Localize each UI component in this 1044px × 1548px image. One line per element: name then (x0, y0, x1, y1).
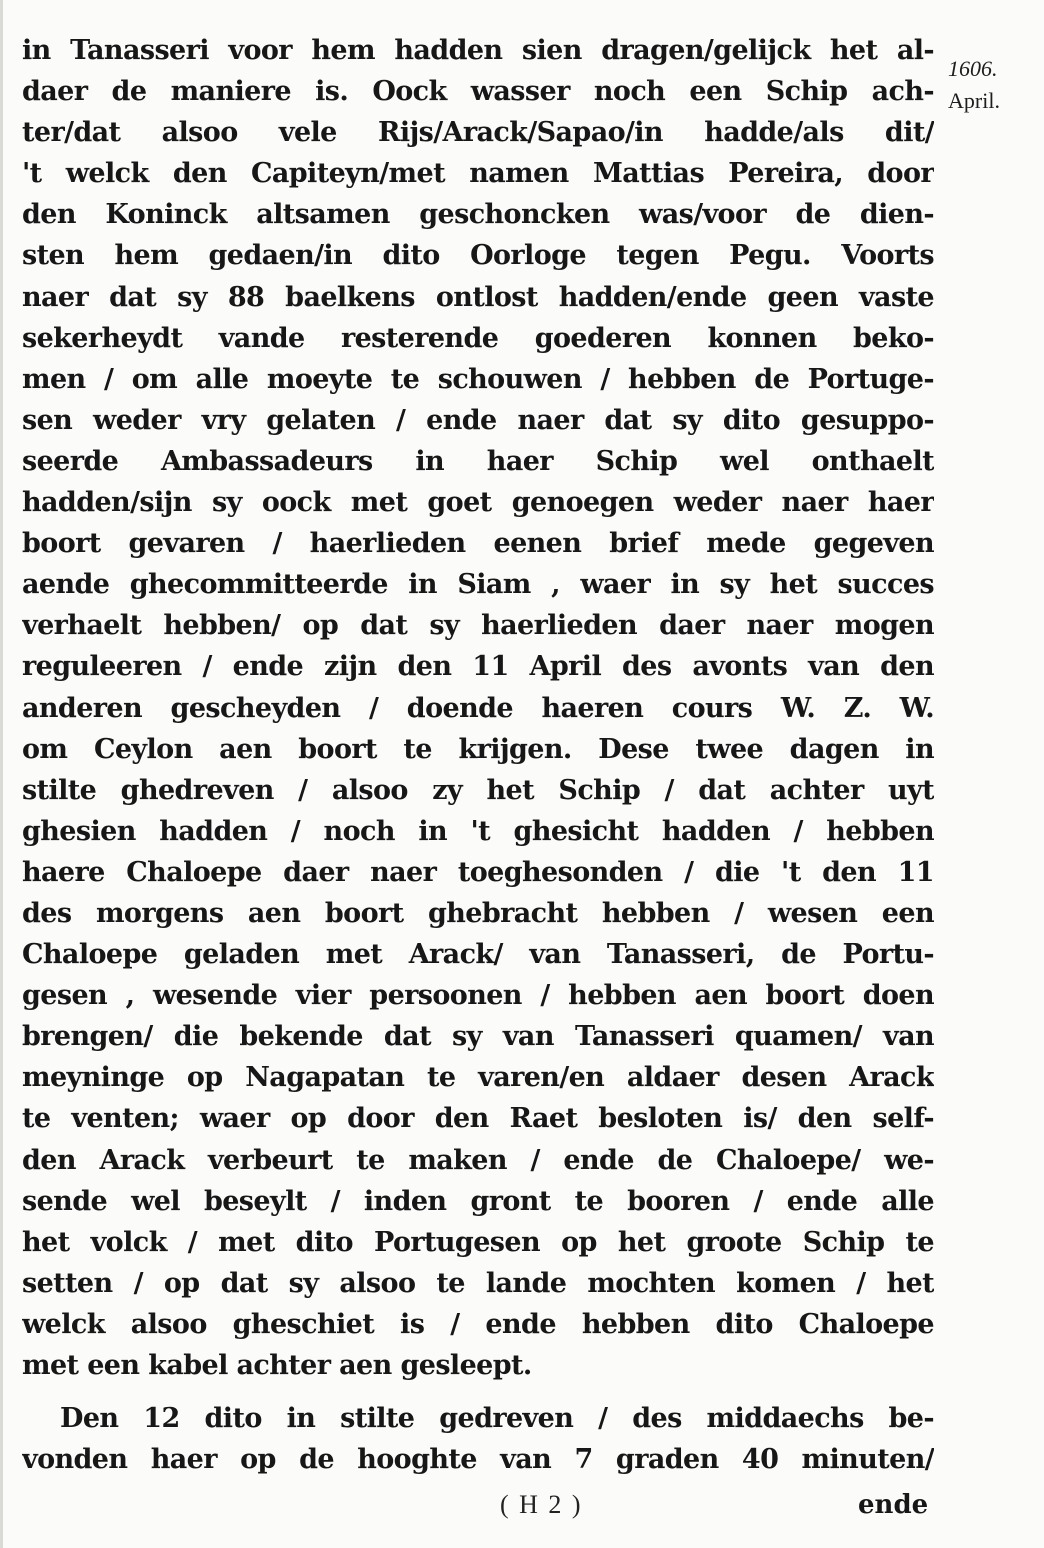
text-line: anderen gescheyden / doende haeren cours W. Z. W. (22, 692, 934, 724)
text-line: men / om alle moeyte te schouwen / hebben de Portuge- (22, 363, 934, 395)
text-line: sende wel beseylt / inden gront te booren / ende alle (22, 1185, 934, 1217)
text-line: sten hem gedaen/in dito Oorloge tegen Pegu. Voorts (22, 240, 934, 272)
text-line: om Ceylon aen boort te krijgen. Dese twee dagen in (22, 733, 934, 765)
text-line: setten / op dat sy alsoo te lande mochten komen / het (22, 1267, 934, 1299)
text-line: den Koninck altsamen geschoncken was/voor de dien- (22, 199, 934, 231)
body-text (22, 30, 934, 1480)
paragraph-gap (22, 1386, 934, 1398)
text-line: sekerheydt vande resterende goederen konnen beko- (22, 322, 934, 354)
text-line: brengen/ die bekende dat sy van Tanasseri quamen/ van (22, 1021, 934, 1053)
text-line: boort gevaren / haerlieden eenen brief mede gegeven (22, 528, 934, 560)
signature-mark: ( H 2 ) (500, 1490, 583, 1519)
text-line: meyninge op Nagapatan te varen/en aldaer desen Arack (22, 1062, 934, 1094)
text-line: seerde Ambassadeurs in haer Schip wel onthaelt (22, 445, 934, 477)
text-line: naer dat sy 88 baelkens ontlost hadden/ende geen vaste (22, 281, 934, 313)
text-line: daer de maniere is. Oock wasser noch een Schip ach- (22, 76, 934, 108)
text-line: ghesien hadden / noch in 't ghesicht hadden / hebben (22, 815, 934, 847)
text-line: in Tanasseri voor hem hadden sien dragen/gelijck het al- (22, 35, 934, 66)
text-line: gesen , wesende vier persoonen / hebben aen boort doen (22, 980, 934, 1012)
text-line: reguleeren / ende zijn den 11 April des avonts van den (22, 651, 934, 683)
catchword: ende (858, 1490, 929, 1520)
text-line: te venten; waer op door den Raet besloten is/ den self- (22, 1103, 934, 1135)
text-line: des morgens aen boort ghebracht hebben / wesen een (22, 897, 934, 929)
text-line: den Arack verbeurt te maken / ende de Chaloepe/ we- (22, 1144, 934, 1176)
text-line: sen weder vry gelaten / ende naer dat sy dito gesuppo- (22, 404, 934, 436)
text-line: ter/dat alsoo vele Rijs/Arack/Sapao/in hadde/als dit/ (22, 117, 934, 149)
text-line: Den 12 dito in stilte gedreven / des middaechs be- (60, 1403, 934, 1435)
text-line: 't welck den Capiteyn/met namen Mattias Pereira, door (22, 158, 934, 190)
text-line: haere Chaloepe daer naer toeghesonden / die 't den 11 (22, 856, 934, 888)
text-line: stilte ghedreven / alsoo zy het Schip / dat achter uyt (22, 774, 934, 806)
margin-note-year: 1606. (948, 56, 998, 81)
margin-note-month: April. (948, 88, 1000, 113)
text-line: welck alsoo gheschiet is / ende hebben dito Chaloepe (22, 1308, 934, 1340)
text-line: het volck / met dito Portugesen op het groote Schip te (22, 1226, 934, 1258)
text-line: hadden/sijn sy oock met goet genoegen weder naer haer (22, 487, 934, 519)
page-edge-shadow (0, 0, 3, 1548)
text-line: aende ghecommitteerde in Siam , waer in sy het succes (22, 569, 934, 601)
text-line: verhaelt hebben/ op dat sy haerlieden daer naer mogen (22, 610, 934, 642)
text-line: met een kabel achter aen gesleept. (22, 1350, 532, 1381)
text-line: Chaloepe geladen met Arack/ van Tanasseri, de Portu- (22, 939, 934, 971)
text-line: vonden haer op de hooghte van 7 graden 40 minuten/ (22, 1444, 934, 1476)
